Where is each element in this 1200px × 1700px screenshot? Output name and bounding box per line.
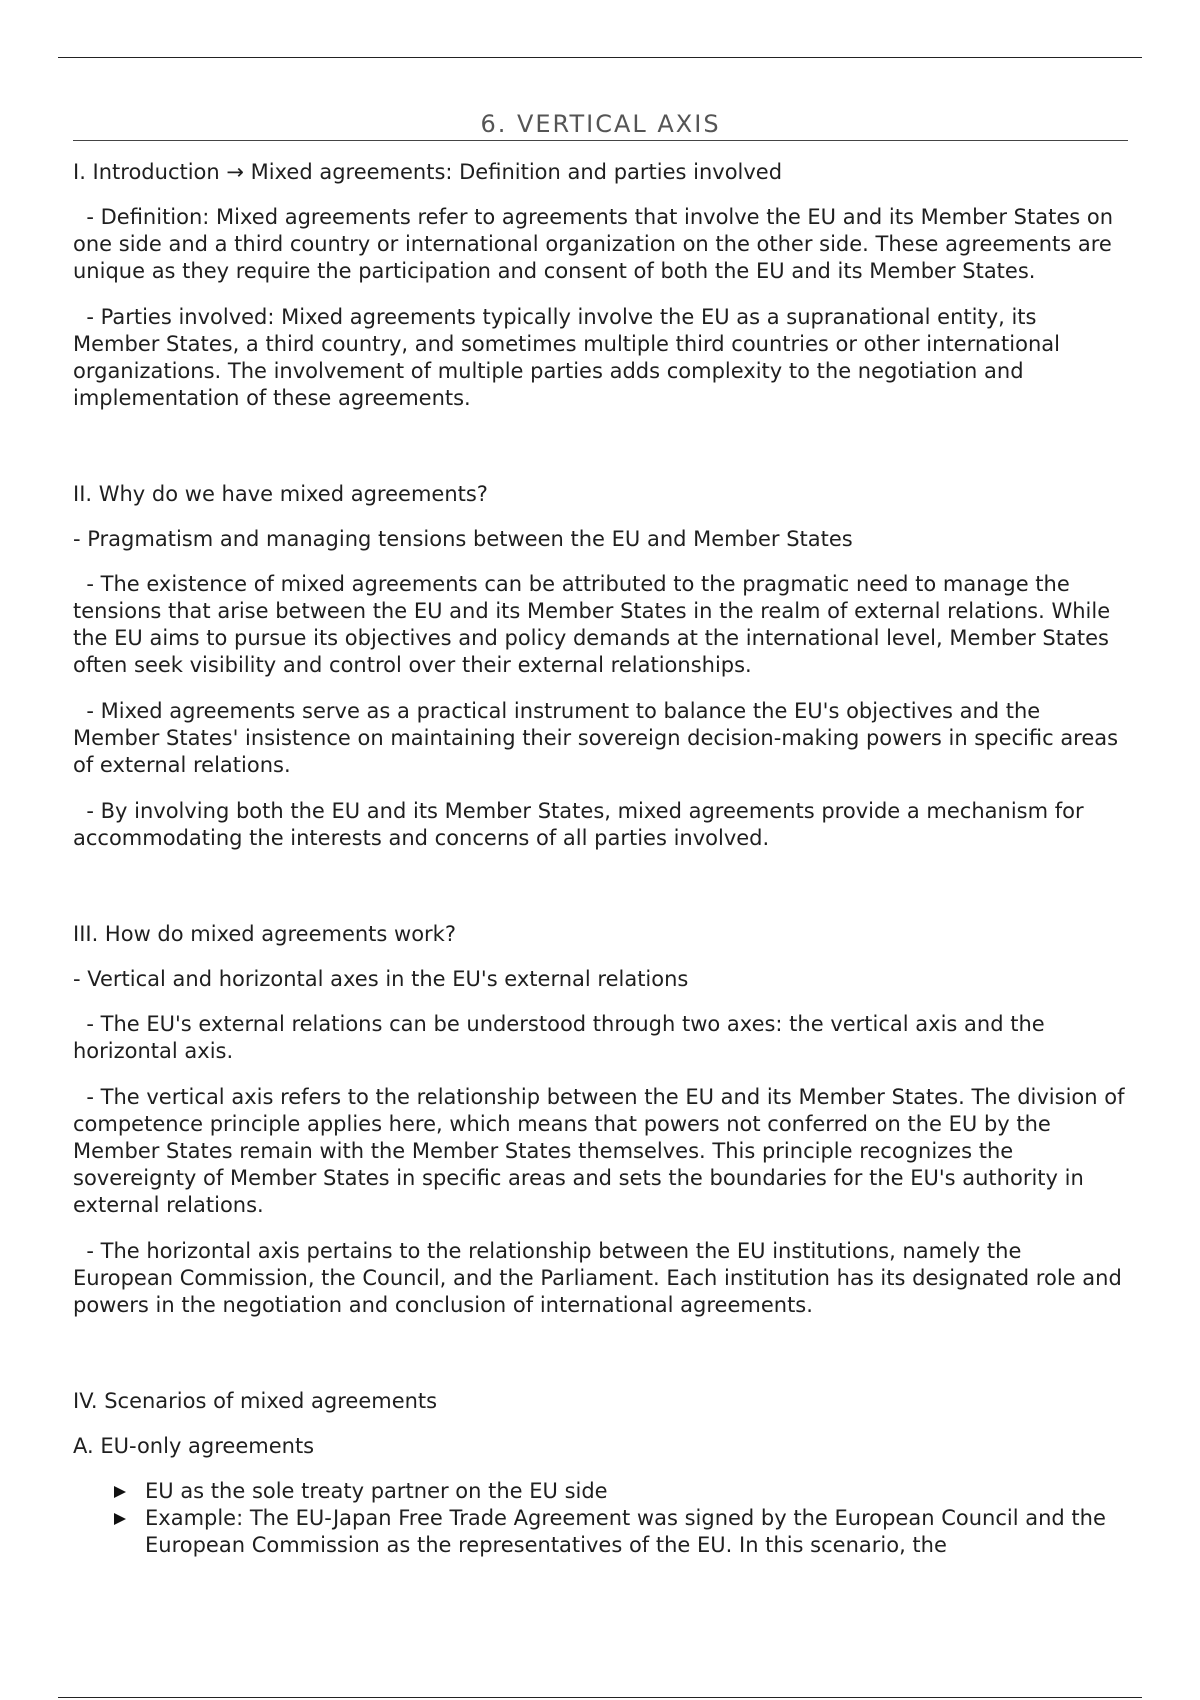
section-heading-introduction: I. Introduction → Mixed agreements: Definition and parties involved <box>73 160 783 184</box>
paragraph-vertical-axis: - The vertical axis refers to the relationship between the EU and its Member States. The division of competence principle applies here, which means that powers not conferred on the EU by the Member States remain with the Member States themselves. This principle recognizes the sovereignty of Member States in specific areas and sets the boundaries for the EU's authority in external relations. <box>73 1085 1132 1217</box>
list-item <box>114 1505 1128 1559</box>
paragraph-horizontal-axis: - The horizontal axis pertains to the relationship between the EU institutions, namely the European Commission, the Council, and the Parliament. Each institution has its designated role and powers in the negotiation and conclusion of international agreements. <box>73 1239 1129 1317</box>
paragraph-existence: - The existence of mixed agreements can be attributed to the pragmatic need to manage the tensions that arise between the EU and its Member States in the realm of external relations. While the EU aims to pursue its objectives and policy demands at the international level, Member States often seek visibility and control over their external relationships. <box>73 572 1117 677</box>
paragraph-parties-involved: - Parties involved: Mixed agreements typically involve the EU as a supranational entity, its Member States, a third country, and sometimes multiple third countries or other international organizations. The involvement of multiple parties adds complexity to the negotiation and implementation of these agreements. <box>73 305 1067 410</box>
paragraph-definition: - Definition: Mixed agreements refer to agreements that involve the EU and its Member States on one side and a third country or international organization on the other side. These agreements are unique as they require the participation and consent of both the EU and its Member States. <box>73 205 1120 283</box>
section-spacer <box>73 1338 1128 1388</box>
paragraph-two-axes: - The EU's external relations can be understood through two axes: the vertical axis and the horizontal axis. <box>73 1012 1052 1063</box>
subheading-eu-only: A. EU-only agreements <box>73 1434 315 1458</box>
document-body <box>73 110 1132 1559</box>
section-spacer <box>73 871 1128 921</box>
bullet-list <box>73 1478 1128 1559</box>
subheading-pragmatism: - Pragmatism and managing tensions between the EU and Member States <box>73 527 853 551</box>
page-title: 6. VERTICAL AXIS <box>73 110 1128 141</box>
paragraph-practical-instrument: - Mixed agreements serve as a practical instrument to balance the EU's objectives and the Member States' insistence on maintaining their sovereign decision-making powers in specific areas of external relations. <box>73 699 1125 777</box>
list-item-text: Example: The EU-Japan Free Trade Agreement was signed by the European Council and the European Commission as the representatives of the EU. In this scenario, the <box>145 1506 1106 1557</box>
list-item <box>114 1478 1128 1505</box>
top-rule <box>58 57 1142 58</box>
section-heading-why: II. Why do we have mixed agreements? <box>73 482 488 506</box>
subheading-axes: - Vertical and horizontal axes in the EU's external relations <box>73 967 689 991</box>
triangle-bullet-icon <box>114 1486 126 1498</box>
section-spacer <box>73 431 1128 481</box>
bottom-rule <box>58 1697 1142 1698</box>
triangle-bullet-icon <box>114 1513 126 1525</box>
list-item-text: EU as the sole treaty partner on the EU side <box>145 1479 608 1503</box>
paragraph-mechanism: - By involving both the EU and its Member States, mixed agreements provide a mechanism for accommodating the interests and concerns of all parties involved. <box>73 799 1091 850</box>
section-heading-scenarios: IV. Scenarios of mixed agreements <box>73 1389 438 1413</box>
section-heading-how: III. How do mixed agreements work? <box>73 922 456 946</box>
